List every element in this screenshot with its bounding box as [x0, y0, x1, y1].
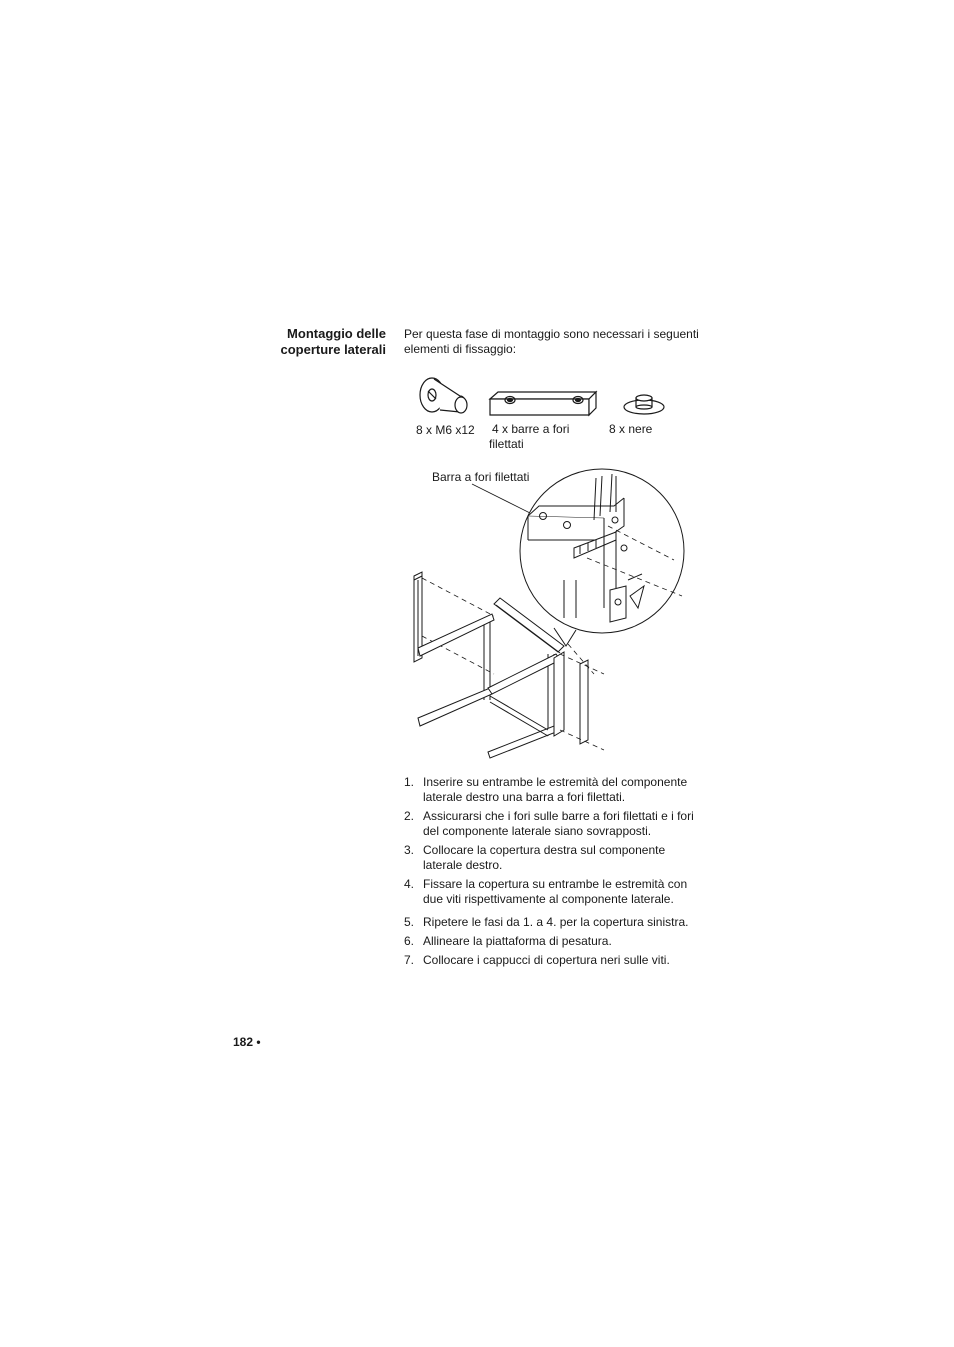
step-item: 4. Fissare la copertura su entrambe le estremità con due viti rispettivamente al componente laterale.	[404, 877, 688, 906]
cap-label: 8 x nere	[609, 422, 653, 436]
intro-paragraph	[404, 327, 704, 357]
step-item: 7. Collocare i cappucci di copertura neri sulle viti.	[404, 953, 670, 967]
step-item: 2. Assicurarsi che i fori sulle barre a fori filettati e i fori del componente laterale siano sovrapposti.	[404, 809, 694, 838]
fastener-parts-illustration	[404, 372, 704, 424]
step-item: 6. Allineare la piattaforma di pesatura.	[404, 934, 612, 948]
assembly-steps	[404, 775, 704, 972]
cover-cap-icon	[624, 395, 664, 414]
bar-label: 4 x barre a fori filettati	[489, 422, 570, 451]
section-heading	[262, 326, 386, 358]
threaded-bar-icon	[490, 392, 596, 415]
step-item: 1. Inserire su entrambe le estremità del componente laterale destro una barra a fori filettati.	[404, 775, 688, 804]
screw-label: 8 x M6 x12	[416, 423, 475, 437]
intro-line1: Per questa fase di montaggio sono necessari i seguenti	[404, 327, 699, 341]
section-heading-line2: coperture laterali	[280, 342, 386, 357]
step-item: 3. Collocare la copertura destra sul componente laterale destro.	[404, 843, 666, 872]
intro-line2: elementi di fissaggio:	[404, 342, 517, 356]
detail-magnifier	[520, 469, 684, 646]
callout-label: Barra a fori filettati	[432, 470, 530, 484]
section-heading-line1: Montaggio delle	[287, 326, 386, 341]
page-number: 182 •	[233, 1035, 261, 1049]
screw-icon	[420, 378, 467, 413]
assembly-diagram	[404, 468, 694, 760]
step-item: 5. Ripetere le fasi da 1. a 4. per la copertura sinistra.	[404, 915, 689, 929]
